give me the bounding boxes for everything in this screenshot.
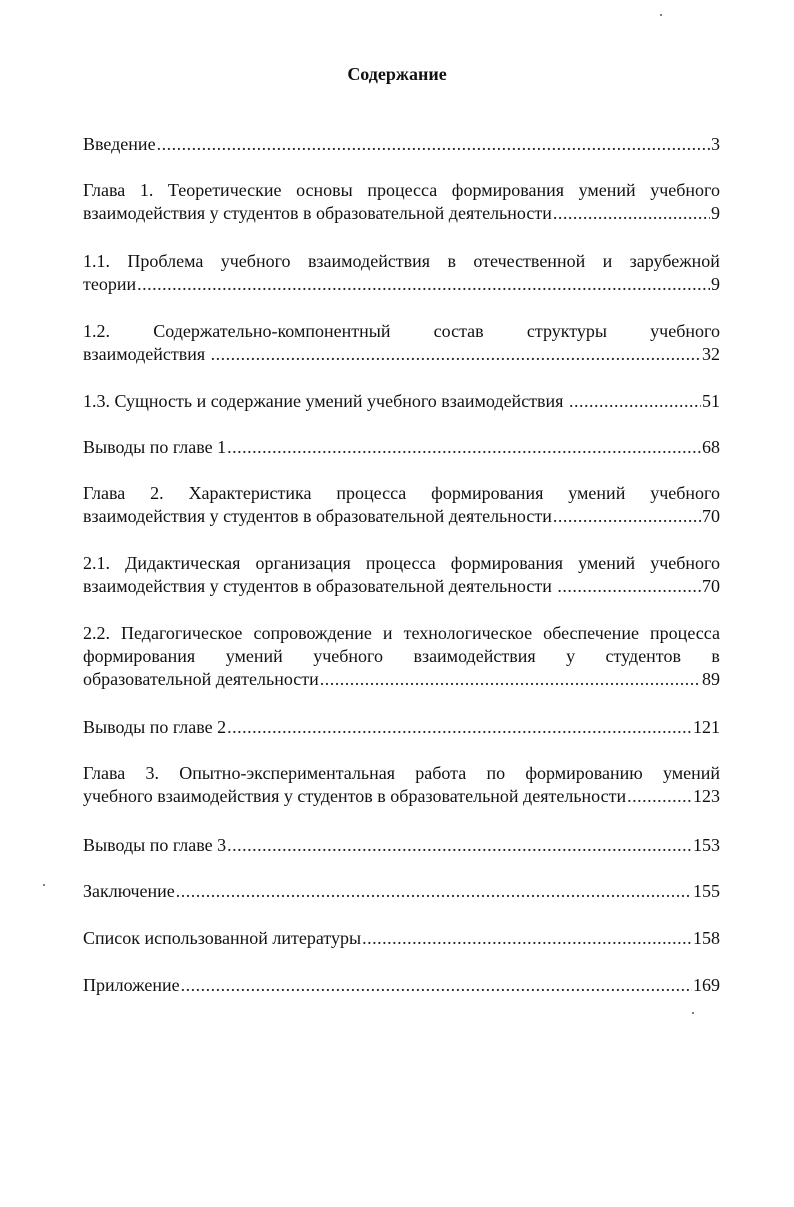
toc-page-number: 89 bbox=[702, 669, 720, 689]
toc-word: процесса bbox=[367, 180, 438, 200]
page-title: Содержание bbox=[347, 64, 447, 84]
dot-leader bbox=[557, 575, 701, 598]
dot-leader bbox=[176, 880, 692, 903]
toc-entry-last-line bbox=[83, 202, 720, 225]
toc-word: учебного bbox=[650, 553, 720, 573]
toc-word: в bbox=[447, 251, 456, 271]
toc-entry-last-line bbox=[83, 133, 720, 156]
toc-entry-title: Выводы по главе 3 bbox=[83, 835, 227, 855]
scan-speck bbox=[692, 1012, 694, 1014]
scan-speck bbox=[660, 14, 662, 16]
toc-entry-title: Выводы по главе 1 bbox=[83, 437, 227, 457]
toc-entry-line bbox=[83, 482, 720, 505]
toc-word: взаимодействия bbox=[307, 251, 431, 271]
toc-entry-line bbox=[83, 762, 720, 785]
dot-leader bbox=[627, 785, 692, 808]
toc-page-number: 123 bbox=[693, 786, 720, 806]
toc-word: 3. bbox=[145, 763, 159, 783]
toc-page-number: 158 bbox=[693, 928, 720, 948]
toc-entry-title: Список использованной литературы bbox=[83, 928, 362, 948]
toc-word: Педагогическое bbox=[121, 623, 243, 643]
dot-leader bbox=[227, 716, 692, 739]
toc-page-number: 32 bbox=[702, 344, 720, 364]
toc-entry-last-line bbox=[83, 716, 720, 739]
toc-page-number: 9 bbox=[711, 274, 720, 294]
toc-word: Глава bbox=[83, 180, 126, 200]
toc-word: формирования bbox=[431, 483, 544, 503]
toc-word: формирования bbox=[83, 646, 196, 666]
toc-entry-last-line bbox=[83, 834, 720, 857]
toc-word: 1.2. bbox=[83, 321, 110, 341]
toc-word: состав bbox=[433, 321, 484, 341]
toc-word: основы bbox=[296, 180, 353, 200]
toc-entry-last-line bbox=[83, 273, 720, 296]
toc-page-number: 70 bbox=[702, 506, 720, 526]
toc-word: умений bbox=[662, 763, 720, 783]
toc-entry-title: Приложение bbox=[83, 975, 180, 995]
toc-word: учебного bbox=[650, 483, 720, 503]
toc-entry-last-line bbox=[83, 785, 720, 808]
toc-entry-last-line bbox=[83, 436, 720, 459]
toc-entry[interactable] bbox=[83, 622, 720, 691]
toc-entry[interactable] bbox=[83, 834, 720, 857]
toc-word: умений bbox=[578, 180, 636, 200]
toc-word: учебного bbox=[220, 251, 291, 271]
toc-page-number: 3 bbox=[711, 134, 720, 154]
toc-word: взаимодействия bbox=[413, 646, 536, 666]
toc-word: у bbox=[566, 646, 576, 666]
toc-entry-line bbox=[83, 552, 720, 575]
toc-entry[interactable] bbox=[83, 927, 720, 950]
dot-leader bbox=[320, 668, 701, 691]
toc-word: умений bbox=[225, 646, 283, 666]
toc-page-number: 68 bbox=[702, 437, 720, 457]
toc-entry[interactable] bbox=[83, 716, 720, 739]
toc-entry-line bbox=[83, 250, 720, 273]
toc-word: отечественной bbox=[473, 251, 586, 271]
toc-word: учебного bbox=[313, 646, 383, 666]
toc-word: Глава bbox=[83, 763, 126, 783]
dot-leader bbox=[569, 390, 701, 413]
toc-word: Дидактическая bbox=[125, 553, 241, 573]
toc-entry-title: теории bbox=[83, 274, 137, 294]
toc-entry-title: учебного взаимодействия у студентов в образовательной деятельности bbox=[83, 786, 627, 806]
toc-entry-title: образовательной деятельности bbox=[83, 669, 319, 689]
toc-word: технологическое bbox=[403, 623, 533, 643]
toc-entry-title: взаимодействия bbox=[83, 344, 210, 364]
toc-word: и bbox=[602, 251, 613, 271]
toc-entry-last-line bbox=[83, 880, 720, 903]
toc-word: и bbox=[382, 623, 393, 643]
toc-word: умений bbox=[578, 553, 636, 573]
toc-entry-last-line bbox=[83, 390, 720, 413]
toc-page-number: 155 bbox=[693, 881, 720, 901]
toc-entry-title: взаимодействия у студентов в образовательной деятельности bbox=[83, 576, 557, 596]
toc-word: Глава bbox=[83, 483, 126, 503]
toc-word: процесса bbox=[365, 553, 436, 573]
toc-entry-last-line bbox=[83, 927, 720, 950]
toc-word: работа bbox=[415, 763, 467, 783]
toc-entry-last-line bbox=[83, 343, 720, 366]
toc-word: зарубежной bbox=[629, 251, 720, 271]
toc-entry-last-line bbox=[83, 974, 720, 997]
toc-word: учебного bbox=[650, 321, 720, 341]
toc-entry-last-line bbox=[83, 505, 720, 528]
toc-entry-last-line bbox=[83, 575, 720, 598]
toc-word: 2.1. bbox=[83, 553, 110, 573]
toc-word: Опытно-экспериментальная bbox=[179, 763, 396, 783]
dot-leader bbox=[137, 273, 710, 296]
toc-page-number: 70 bbox=[702, 576, 720, 596]
toc-entry[interactable] bbox=[83, 390, 720, 413]
dot-leader bbox=[181, 974, 692, 997]
toc-entry[interactable] bbox=[83, 133, 720, 156]
toc-word: процесса bbox=[336, 483, 407, 503]
toc-word: сопровождение bbox=[253, 623, 372, 643]
toc-word: 1. bbox=[139, 180, 154, 200]
toc-word: обеспечение bbox=[543, 623, 639, 643]
toc-word: 1.1. bbox=[83, 251, 110, 271]
toc-word: учебного bbox=[650, 180, 720, 200]
toc-entry-title: взаимодействия у студентов в образовательной деятельности bbox=[83, 506, 552, 526]
toc-word: структуры bbox=[526, 321, 607, 341]
toc-entry-line bbox=[83, 622, 720, 645]
dot-leader bbox=[211, 343, 701, 366]
dot-leader bbox=[553, 202, 710, 225]
dot-leader bbox=[362, 927, 692, 950]
toc-entry-last-line bbox=[83, 668, 720, 691]
toc-word: студентов bbox=[605, 646, 681, 666]
toc-page-number: 121 bbox=[693, 717, 720, 737]
toc-page-number: 51 bbox=[702, 391, 720, 411]
toc-page-number: 153 bbox=[693, 835, 720, 855]
toc-entry-line bbox=[83, 645, 720, 668]
toc-entry-title: Введение bbox=[83, 134, 156, 154]
toc-entry[interactable] bbox=[83, 250, 720, 296]
toc-word: по bbox=[486, 763, 506, 783]
toc-entry-title: взаимодействия у студентов в образовательной деятельности bbox=[83, 203, 552, 223]
dot-leader bbox=[227, 834, 692, 857]
toc-entry-title: Выводы по главе 2 bbox=[83, 717, 227, 737]
dot-leader bbox=[157, 133, 710, 156]
toc-word: в bbox=[711, 646, 720, 666]
toc-entry-line bbox=[83, 179, 720, 202]
toc-word: организация bbox=[255, 553, 351, 573]
toc-word: формированию bbox=[525, 763, 643, 783]
toc-entry-title: 1.3. Сущность и содержание умений учебного взаимодействия bbox=[83, 391, 568, 411]
toc-word: Проблема bbox=[127, 251, 204, 271]
toc-entry[interactable] bbox=[83, 179, 720, 225]
toc-word: умений bbox=[568, 483, 626, 503]
toc-entry-line bbox=[83, 320, 720, 343]
dot-leader bbox=[553, 505, 701, 528]
toc-page-number: 169 bbox=[693, 975, 720, 995]
toc-word: формирования bbox=[450, 553, 564, 573]
toc-word: формирования bbox=[451, 180, 565, 200]
toc-word: 2.2. bbox=[83, 623, 110, 643]
toc-entry[interactable] bbox=[83, 436, 720, 459]
toc-word: процесса bbox=[650, 623, 720, 643]
toc-word: Содержательно-компонентный bbox=[153, 321, 391, 341]
toc-entry-title: Заключение bbox=[83, 881, 175, 901]
toc-word: 2. bbox=[150, 483, 164, 503]
toc-entry[interactable] bbox=[83, 880, 720, 903]
toc-word: Теоретические bbox=[167, 180, 282, 200]
toc-entry[interactable] bbox=[83, 482, 720, 528]
toc-entry[interactable] bbox=[83, 552, 720, 598]
toc-entry[interactable] bbox=[83, 762, 720, 808]
dot-leader bbox=[227, 436, 701, 459]
toc-page-number: 9 bbox=[711, 203, 720, 223]
scan-speck bbox=[43, 884, 45, 886]
toc-entry[interactable] bbox=[83, 320, 720, 366]
toc-entry[interactable] bbox=[83, 974, 720, 997]
toc-word: Характеристика bbox=[188, 483, 312, 503]
